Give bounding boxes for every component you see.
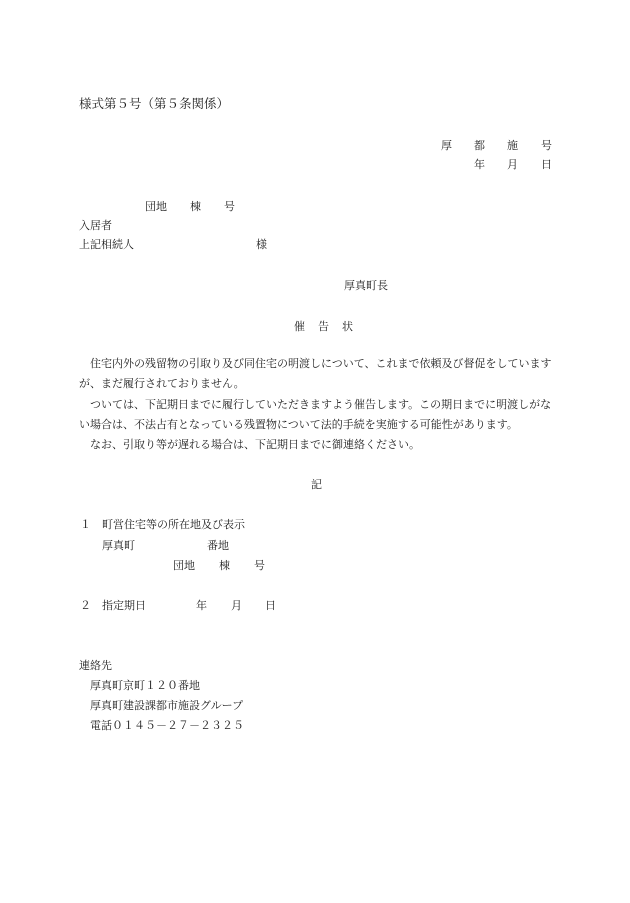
- body-para3-line1: なお、引取り等が遅れる場合は、下記期日までに御連絡ください。: [90, 438, 420, 451]
- recipient-honorific: 様: [256, 238, 267, 251]
- item-1-danchi: 団地: [173, 559, 195, 572]
- contact-phone: 電話０１４５－２７－２３２５: [90, 719, 244, 732]
- item-1-banchi: 番地: [207, 539, 229, 552]
- doc-title-char-3: 状: [342, 320, 353, 333]
- date-day: 日: [541, 158, 552, 171]
- item-2-number: ２: [80, 599, 91, 612]
- body-para2-line2: い場合は、不法占有となっている残置物について法的手続を実施する可能性があります。: [79, 418, 518, 431]
- date-month: 月: [507, 158, 518, 171]
- item-1-gou: 号: [254, 559, 265, 572]
- reference-char-4: 号: [541, 139, 552, 152]
- item-1-tou: 棟: [219, 559, 230, 572]
- date-year: 年: [474, 158, 485, 171]
- item-1-town: 厚真町: [102, 539, 135, 552]
- doc-title-char-1: 催: [294, 320, 305, 333]
- body-para1-line2: が、まだ履行されておりません。: [79, 377, 245, 390]
- item-1-label: 町営住宅等の所在地及び表示: [102, 518, 245, 531]
- contact-address: 厚真町京町１２０番地: [90, 679, 200, 692]
- item-2-year: 年: [196, 599, 207, 612]
- reference-char-1: 厚: [441, 139, 452, 152]
- reference-char-3: 施: [507, 139, 518, 152]
- sender: 厚真町長: [344, 279, 388, 292]
- ki-heading: 記: [311, 478, 322, 491]
- housing-danchi: 団地: [145, 200, 167, 213]
- item-2-day: 日: [265, 599, 276, 612]
- item-2-month: 月: [231, 599, 242, 612]
- housing-tou: 棟: [190, 200, 201, 213]
- body-para2-line1: ついては、下記期日までに履行していただきますよう催告します。この期日までに明渡しがな: [90, 398, 552, 411]
- body-para1-line1: 住宅内外の残留物の引取り及び同住宅の明渡しについて、これまで依頼及び督促をしています: [90, 357, 552, 370]
- recipient-resident: 入居者: [79, 219, 112, 232]
- doc-title-char-2: 告: [318, 320, 329, 333]
- item-2-label: 指定期日: [102, 599, 146, 612]
- recipient-heir: 上記相続人: [79, 238, 134, 251]
- housing-gou: 号: [224, 200, 235, 213]
- contact-department: 厚真町建設課都市施設グループ: [90, 699, 244, 712]
- form-number: 様式第５号（第５条関係）: [79, 96, 230, 111]
- item-1-number: １: [80, 518, 91, 531]
- reference-char-2: 都: [474, 139, 485, 152]
- contact-heading: 連絡先: [79, 659, 112, 672]
